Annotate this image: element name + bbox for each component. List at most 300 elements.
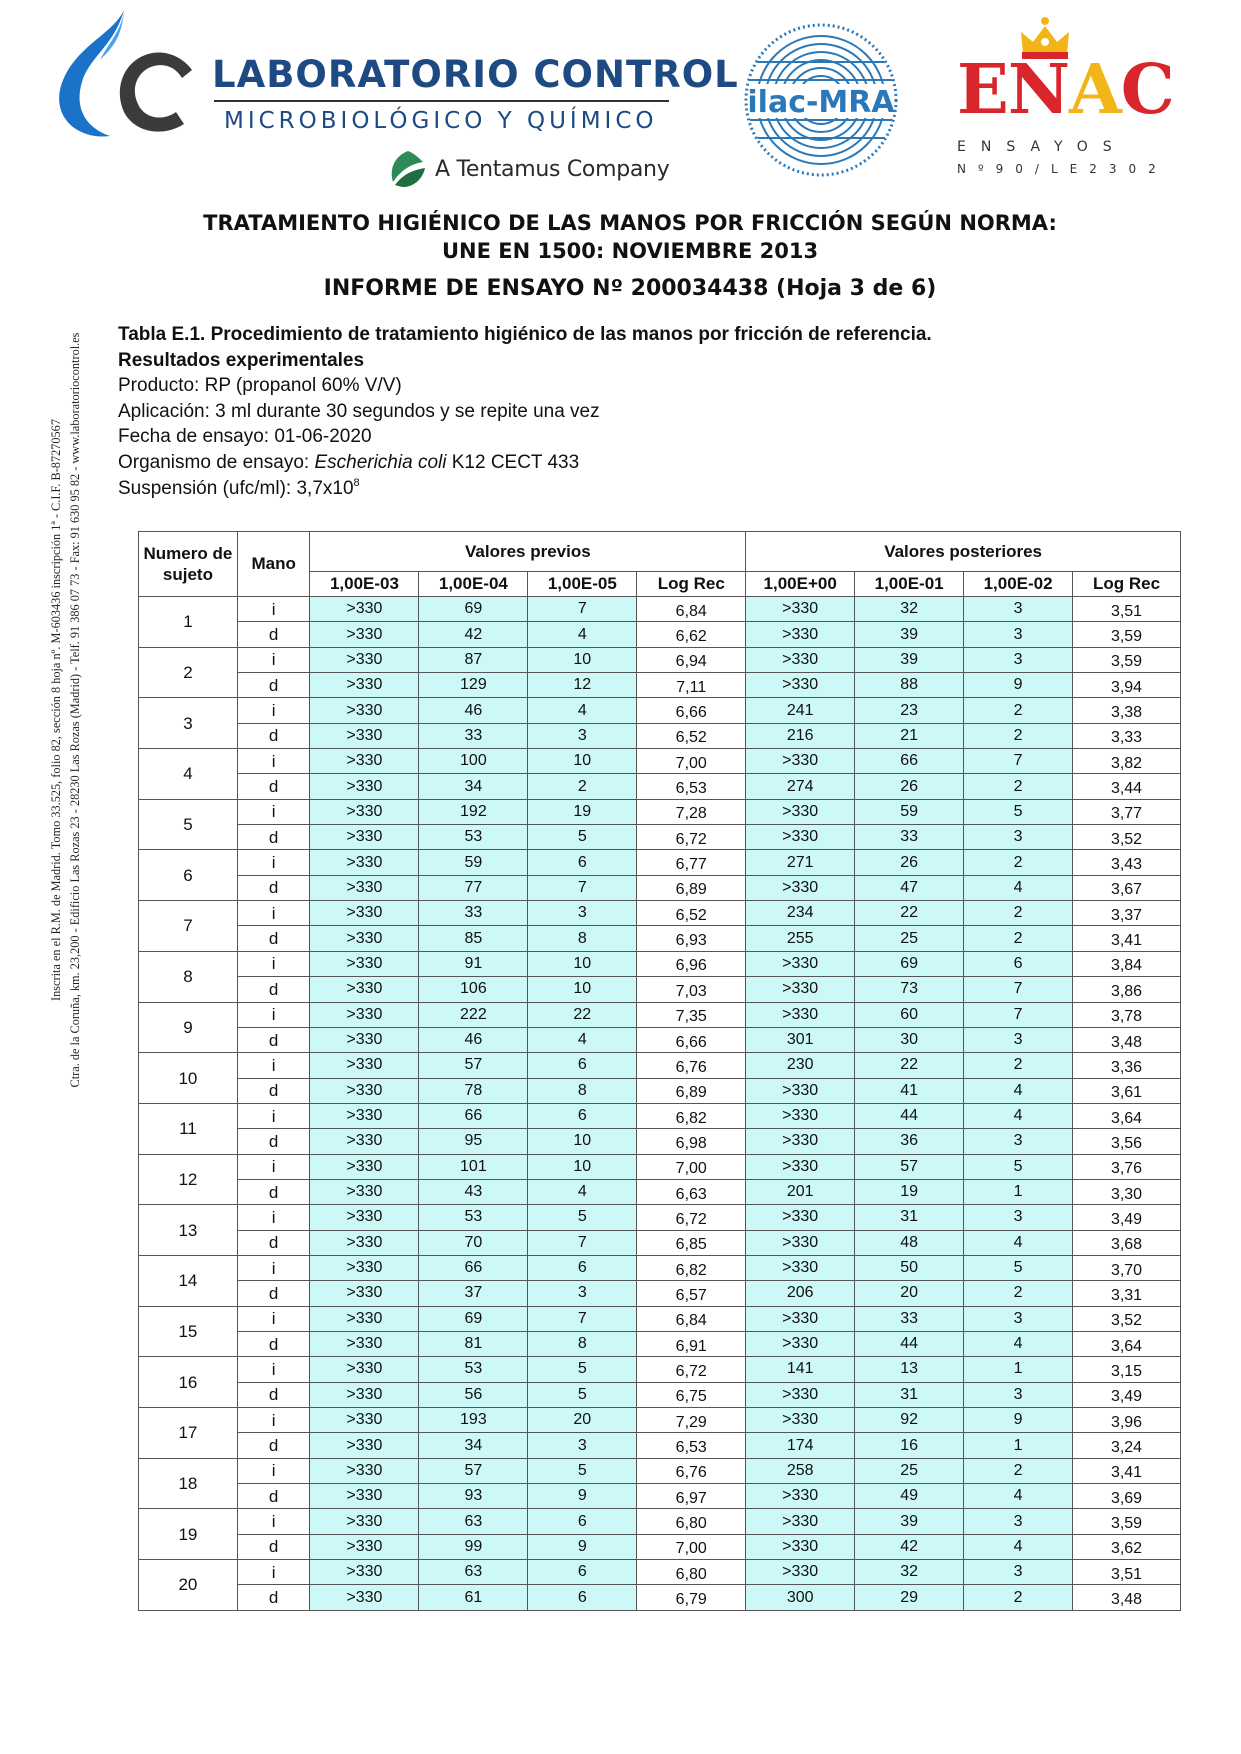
hand-cell: d <box>237 875 310 900</box>
table-row <box>139 698 1181 723</box>
table-row <box>139 1509 1181 1534</box>
results-table <box>138 531 1181 1611</box>
results-table-body <box>139 597 1181 1611</box>
prev-count-cell: 93 <box>419 1484 528 1509</box>
post-count-cell: 59 <box>855 799 964 824</box>
post-count-cell: 7 <box>964 977 1073 1002</box>
hand-cell: i <box>237 597 310 622</box>
prev-count-cell: >330 <box>310 1458 419 1483</box>
post-count-cell: 4 <box>964 1103 1073 1128</box>
prev-count-cell: 66 <box>419 1103 528 1128</box>
post-log-rec-cell: 3,56 <box>1073 1129 1181 1154</box>
post-count-cell: 274 <box>746 774 855 799</box>
post-count-cell: >330 <box>746 1255 855 1280</box>
post-count-cell: 3 <box>964 825 1073 850</box>
post-count-cell: 2 <box>964 1281 1073 1306</box>
tentamus-brand <box>387 148 669 190</box>
post-log-rec-cell: 3,64 <box>1073 1331 1181 1356</box>
prev-log-rec-cell: 6,80 <box>637 1509 746 1534</box>
prev-log-rec-cell: 6,89 <box>637 1078 746 1103</box>
prev-count-cell: >330 <box>310 1281 419 1306</box>
suspension-line: Suspensión (ufc/ml): $3,7x10^8$ <box>118 476 360 499</box>
prev-count-cell: 77 <box>419 875 528 900</box>
post-count-cell: 21 <box>855 723 964 748</box>
post-count-cell: 271 <box>746 850 855 875</box>
prev-count-cell: >330 <box>310 749 419 774</box>
prev-count-cell: 56 <box>419 1382 528 1407</box>
lab-subtitle: MICROBIOLÓGICO Y QUÍMICO <box>224 108 658 134</box>
post-log-rec-cell: 3,94 <box>1073 673 1181 698</box>
hand-cell: d <box>237 1484 310 1509</box>
hand-cell: d <box>237 673 310 698</box>
prev-log-rec-cell: 6,96 <box>637 951 746 976</box>
prev-count-cell: 8 <box>528 1078 637 1103</box>
post-count-cell: 29 <box>855 1585 964 1610</box>
prev-count-cell: 42 <box>419 622 528 647</box>
prev-count-cell: 6 <box>528 1509 637 1534</box>
post-count-cell: 42 <box>855 1534 964 1559</box>
table-row <box>139 1078 1181 1103</box>
prev-log-rec-cell: 6,80 <box>637 1560 746 1585</box>
prev-count-cell: 53 <box>419 1357 528 1382</box>
post-count-cell: >330 <box>746 1078 855 1103</box>
post-log-rec-cell: 3,41 <box>1073 926 1181 951</box>
post-log-rec-cell: 3,48 <box>1073 1027 1181 1052</box>
post-count-cell: 3 <box>964 1382 1073 1407</box>
prev-count-cell: 85 <box>419 926 528 951</box>
prev-count-cell: >330 <box>310 926 419 951</box>
prev-count-cell: >330 <box>310 850 419 875</box>
hand-cell: i <box>237 1154 310 1179</box>
prev-log-rec-cell: 6,94 <box>637 647 746 672</box>
table-row <box>139 1230 1181 1255</box>
prev-count-cell: >330 <box>310 1382 419 1407</box>
table-row <box>139 1585 1181 1610</box>
prev-count-cell: >330 <box>310 875 419 900</box>
table-row <box>139 926 1181 951</box>
post-count-cell: 25 <box>855 1458 964 1483</box>
prev-log-rec-cell: 7,35 <box>637 1002 746 1027</box>
hand-cell: i <box>237 901 310 926</box>
prev-count-cell: 69 <box>419 597 528 622</box>
prev-count-cell: 129 <box>419 673 528 698</box>
table-row <box>139 1331 1181 1356</box>
suspension-value: 3,7x10 <box>296 477 354 499</box>
prev-count-cell: >330 <box>310 1433 419 1458</box>
post-count-cell: 73 <box>855 977 964 1002</box>
post-log-rec-cell: 3,78 <box>1073 1002 1181 1027</box>
table-row <box>139 1027 1181 1052</box>
post-count-cell: 255 <box>746 926 855 951</box>
post-count-cell: >330 <box>746 1560 855 1585</box>
hand-cell: d <box>237 977 310 1002</box>
col-header-prev-log-rec: Log Rec <box>637 572 746 597</box>
prev-count-cell: 78 <box>419 1078 528 1103</box>
post-log-rec-cell: 3,86 <box>1073 977 1181 1002</box>
col-header-subject: Numero de sujeto <box>139 532 238 597</box>
table-row <box>139 1534 1181 1559</box>
post-count-cell: 32 <box>855 1560 964 1585</box>
post-log-rec-cell: 3,33 <box>1073 723 1181 748</box>
prev-count-cell: 192 <box>419 799 528 824</box>
hand-cell: i <box>237 698 310 723</box>
post-log-rec-cell: 3,69 <box>1073 1484 1181 1509</box>
prev-count-cell: 10 <box>528 1154 637 1179</box>
application-line: Aplicación: 3 ml durante 30 segundos y se repite una vez <box>118 400 600 422</box>
post-count-cell: >330 <box>746 799 855 824</box>
table-row <box>139 799 1181 824</box>
post-count-cell: 241 <box>746 698 855 723</box>
hand-cell: i <box>237 951 310 976</box>
post-log-rec-cell: 3,43 <box>1073 850 1181 875</box>
post-log-rec-cell: 3,24 <box>1073 1433 1181 1458</box>
subject-number: 12 <box>139 1154 238 1205</box>
hand-cell: i <box>237 1509 310 1534</box>
post-count-cell: 2 <box>964 1053 1073 1078</box>
prev-log-rec-cell: 6,72 <box>637 1357 746 1382</box>
table-row <box>139 673 1181 698</box>
prev-count-cell: 7 <box>528 597 637 622</box>
post-count-cell: 3 <box>964 1306 1073 1331</box>
col-header-post-dilution-2: 1,00E-01 <box>855 572 964 597</box>
hand-cell: d <box>237 926 310 951</box>
prev-count-cell: 81 <box>419 1331 528 1356</box>
lab-logo-rule <box>214 100 669 102</box>
post-count-cell: 3 <box>964 1027 1073 1052</box>
table-row <box>139 825 1181 850</box>
prev-log-rec-cell: 6,76 <box>637 1053 746 1078</box>
post-count-cell: 3 <box>964 647 1073 672</box>
prev-log-rec-cell: 6,98 <box>637 1129 746 1154</box>
prev-count-cell: 3 <box>528 901 637 926</box>
post-count-cell: 4 <box>964 1230 1073 1255</box>
prev-count-cell: 3 <box>528 1433 637 1458</box>
laboratorio-control-logo <box>52 8 739 193</box>
prev-log-rec-cell: 6,93 <box>637 926 746 951</box>
prev-count-cell: 19 <box>528 799 637 824</box>
table-row <box>139 1205 1181 1230</box>
post-log-rec-cell: 3,38 <box>1073 698 1181 723</box>
post-count-cell: 69 <box>855 951 964 976</box>
post-count-cell: 22 <box>855 1053 964 1078</box>
prev-count-cell: 63 <box>419 1509 528 1534</box>
post-count-cell: 6 <box>964 951 1073 976</box>
hand-cell: i <box>237 749 310 774</box>
post-log-rec-cell: 3,76 <box>1073 1154 1181 1179</box>
post-log-rec-cell: 3,52 <box>1073 1306 1181 1331</box>
post-count-cell: >330 <box>746 1509 855 1534</box>
post-count-cell: 49 <box>855 1484 964 1509</box>
post-count-cell: >330 <box>746 749 855 774</box>
side-text-line-1: Inscrita en el R.M. de Madrid. Tomo 33.525, folio 82, sección 8 hoja nº. M-603436 inscripción 1ª - C.I.F. B-87270567 <box>49 419 63 1002</box>
prev-log-rec-cell: 6,53 <box>637 774 746 799</box>
prev-count-cell: 106 <box>419 977 528 1002</box>
prev-count-cell: 4 <box>528 1027 637 1052</box>
prev-count-cell: 37 <box>419 1281 528 1306</box>
enac-ensayos: ENSAYOS <box>957 139 1127 155</box>
prev-count-cell: >330 <box>310 1179 419 1204</box>
post-log-rec-cell: 3,31 <box>1073 1281 1181 1306</box>
prev-count-cell: 33 <box>419 901 528 926</box>
post-log-rec-cell: 3,49 <box>1073 1382 1181 1407</box>
subject-number: 15 <box>139 1306 238 1357</box>
post-log-rec-cell: 3,30 <box>1073 1179 1181 1204</box>
prev-count-cell: >330 <box>310 1306 419 1331</box>
post-count-cell: 4 <box>964 1534 1073 1559</box>
prev-count-cell: 10 <box>528 1129 637 1154</box>
prev-count-cell: 8 <box>528 926 637 951</box>
post-count-cell: 33 <box>855 825 964 850</box>
post-count-cell: >330 <box>746 647 855 672</box>
prev-count-cell: >330 <box>310 597 419 622</box>
table-row <box>139 951 1181 976</box>
post-count-cell: 36 <box>855 1129 964 1154</box>
prev-log-rec-cell: 7,00 <box>637 749 746 774</box>
post-count-cell: 20 <box>855 1281 964 1306</box>
prev-count-cell: 10 <box>528 647 637 672</box>
col-header-post-log-rec: Log Rec <box>1073 572 1181 597</box>
col-header-post-dilution-1: 1,00E+00 <box>746 572 855 597</box>
post-log-rec-cell: 3,51 <box>1073 1560 1181 1585</box>
prev-count-cell: 57 <box>419 1053 528 1078</box>
col-header-post-dilution-3: 1,00E-02 <box>964 572 1073 597</box>
prev-count-cell: >330 <box>310 825 419 850</box>
prev-log-rec-cell: 7,28 <box>637 799 746 824</box>
post-count-cell: >330 <box>746 1534 855 1559</box>
post-count-cell: >330 <box>746 825 855 850</box>
prev-count-cell: 4 <box>528 1179 637 1204</box>
tentamus-leaf-icon <box>387 148 429 190</box>
prev-count-cell: 53 <box>419 825 528 850</box>
post-count-cell: 3 <box>964 1560 1073 1585</box>
hand-cell: d <box>237 1027 310 1052</box>
suspension-exponent: 8 <box>353 476 360 489</box>
post-count-cell: 33 <box>855 1306 964 1331</box>
hand-cell: d <box>237 622 310 647</box>
col-header-hand: Mano <box>237 532 310 597</box>
prev-count-cell: 59 <box>419 850 528 875</box>
table-row <box>139 1002 1181 1027</box>
post-count-cell: 66 <box>855 749 964 774</box>
prev-count-cell: 101 <box>419 1154 528 1179</box>
prev-count-cell: 95 <box>419 1129 528 1154</box>
prev-count-cell: >330 <box>310 1585 419 1610</box>
prev-count-cell: 10 <box>528 749 637 774</box>
test-metadata <box>118 322 932 501</box>
subject-number: 9 <box>139 1002 238 1053</box>
prev-log-rec-cell: 6,77 <box>637 850 746 875</box>
prev-count-cell: >330 <box>310 977 419 1002</box>
prev-count-cell: 6 <box>528 1255 637 1280</box>
prev-log-rec-cell: 6,52 <box>637 723 746 748</box>
post-log-rec-cell: 3,51 <box>1073 597 1181 622</box>
prev-count-cell: 61 <box>419 1585 528 1610</box>
prev-count-cell: >330 <box>310 1560 419 1585</box>
post-count-cell: 301 <box>746 1027 855 1052</box>
prev-log-rec-cell: 6,52 <box>637 901 746 926</box>
lab-c-drop-icon <box>52 8 202 148</box>
prev-log-rec-cell: 7,00 <box>637 1534 746 1559</box>
prev-count-cell: >330 <box>310 1027 419 1052</box>
standard-subtitle: UNE EN 1500: NOVIEMBRE 2013 <box>441 239 819 263</box>
prev-count-cell: 8 <box>528 1331 637 1356</box>
prev-log-rec-cell: 6,89 <box>637 875 746 900</box>
post-count-cell: 4 <box>964 1484 1073 1509</box>
prev-log-rec-cell: 6,84 <box>637 597 746 622</box>
prev-log-rec-cell: 6,72 <box>637 1205 746 1230</box>
prev-count-cell: 6 <box>528 1585 637 1610</box>
post-count-cell: 2 <box>964 850 1073 875</box>
prev-count-cell: >330 <box>310 1484 419 1509</box>
prev-count-cell: >330 <box>310 1331 419 1356</box>
table-row <box>139 1103 1181 1128</box>
prev-count-cell: >330 <box>310 1534 419 1559</box>
prev-count-cell: 222 <box>419 1002 528 1027</box>
hand-cell: i <box>237 1458 310 1483</box>
prev-count-cell: 46 <box>419 698 528 723</box>
prev-count-cell: >330 <box>310 622 419 647</box>
post-log-rec-cell: 3,61 <box>1073 1078 1181 1103</box>
hand-cell: i <box>237 1408 310 1433</box>
post-count-cell: 234 <box>746 901 855 926</box>
prev-count-cell: 91 <box>419 951 528 976</box>
hand-cell: i <box>237 1560 310 1585</box>
post-count-cell: 39 <box>855 647 964 672</box>
hand-cell: d <box>237 1534 310 1559</box>
table-row <box>139 1408 1181 1433</box>
tentamus-text: A Tentamus Company <box>435 156 670 182</box>
post-count-cell: 60 <box>855 1002 964 1027</box>
col-header-previous: Valores previos <box>310 532 746 572</box>
prev-count-cell: >330 <box>310 647 419 672</box>
prev-count-cell: 53 <box>419 1205 528 1230</box>
hand-cell: d <box>237 1179 310 1204</box>
post-count-cell: 206 <box>746 1281 855 1306</box>
post-count-cell: >330 <box>746 1331 855 1356</box>
post-count-cell: 48 <box>855 1230 964 1255</box>
post-count-cell: >330 <box>746 977 855 1002</box>
prev-log-rec-cell: 6,91 <box>637 1331 746 1356</box>
post-count-cell: 3 <box>964 1205 1073 1230</box>
post-count-cell: 26 <box>855 774 964 799</box>
prev-log-rec-cell: 6,53 <box>637 1433 746 1458</box>
side-text-line-2: Ctra. de la Coruña, km. 23,200 - Edificio Las Rozas 23 - 28230 Las Rozas (Madrid) - Telf. 91 386 07 73 - Fax: 91 630 95 82 - www.laboratoriocontrol.es <box>68 332 82 1088</box>
post-count-cell: >330 <box>746 875 855 900</box>
subject-number: 5 <box>139 799 238 850</box>
post-count-cell: >330 <box>746 1230 855 1255</box>
prev-log-rec-cell: 7,03 <box>637 977 746 1002</box>
enac-number: Nº90/LE2302 <box>957 162 1168 176</box>
organism-line: Organismo de ensayo: Escherichia coli K12 CECT 433 <box>118 451 580 473</box>
prev-count-cell: 99 <box>419 1534 528 1559</box>
subject-number: 13 <box>139 1205 238 1256</box>
subject-number: 1 <box>139 597 238 648</box>
post-count-cell: 300 <box>746 1585 855 1610</box>
prev-count-cell: >330 <box>310 1255 419 1280</box>
prev-count-cell: 43 <box>419 1179 528 1204</box>
prev-count-cell: >330 <box>310 1205 419 1230</box>
prev-count-cell: 46 <box>419 1027 528 1052</box>
post-count-cell: >330 <box>746 1408 855 1433</box>
table-row <box>139 597 1181 622</box>
prev-count-cell: 3 <box>528 723 637 748</box>
hand-cell: i <box>237 850 310 875</box>
hand-cell: d <box>237 1331 310 1356</box>
post-count-cell: 258 <box>746 1458 855 1483</box>
prev-count-cell: 57 <box>419 1458 528 1483</box>
prev-count-cell: 34 <box>419 1433 528 1458</box>
prev-count-cell: 7 <box>528 875 637 900</box>
table-row <box>139 850 1181 875</box>
subject-number: 6 <box>139 850 238 901</box>
post-count-cell: 25 <box>855 926 964 951</box>
post-log-rec-cell: 3,59 <box>1073 1509 1181 1534</box>
table-row <box>139 622 1181 647</box>
table-row <box>139 1255 1181 1280</box>
post-count-cell: 1 <box>964 1357 1073 1382</box>
post-count-cell: 3 <box>964 1509 1073 1534</box>
table-row <box>139 1560 1181 1585</box>
prev-count-cell: >330 <box>310 799 419 824</box>
post-count-cell: 2 <box>964 901 1073 926</box>
post-log-rec-cell: 3,62 <box>1073 1534 1181 1559</box>
prev-count-cell: >330 <box>310 1357 419 1382</box>
prev-count-cell: >330 <box>310 1002 419 1027</box>
prev-count-cell: >330 <box>310 698 419 723</box>
table-row <box>139 1357 1181 1382</box>
product-line: Producto: RP (propanol 60% V/V) <box>118 375 402 397</box>
post-count-cell: >330 <box>746 1103 855 1128</box>
table-row <box>139 1458 1181 1483</box>
hand-cell: d <box>237 825 310 850</box>
prev-log-rec-cell: 6,62 <box>637 622 746 647</box>
table-row <box>139 1484 1181 1509</box>
post-count-cell: 201 <box>746 1179 855 1204</box>
post-count-cell: 2 <box>964 1585 1073 1610</box>
prev-log-rec-cell: 6,72 <box>637 825 746 850</box>
post-count-cell: 13 <box>855 1357 964 1382</box>
post-count-cell: 50 <box>855 1255 964 1280</box>
subject-number: 8 <box>139 951 238 1002</box>
post-count-cell: >330 <box>746 622 855 647</box>
post-log-rec-cell: 3,15 <box>1073 1357 1181 1382</box>
post-count-cell: 31 <box>855 1205 964 1230</box>
post-count-cell: >330 <box>746 1306 855 1331</box>
prev-count-cell: 34 <box>419 774 528 799</box>
prev-count-cell: >330 <box>310 1154 419 1179</box>
post-count-cell: 2 <box>964 926 1073 951</box>
post-count-cell: 1 <box>964 1179 1073 1204</box>
hand-cell: i <box>237 1205 310 1230</box>
subject-number: 19 <box>139 1509 238 1560</box>
prev-count-cell: >330 <box>310 1053 419 1078</box>
table-row <box>139 647 1181 672</box>
post-count-cell: 3 <box>964 597 1073 622</box>
prev-count-cell: 87 <box>419 647 528 672</box>
hand-cell: i <box>237 1053 310 1078</box>
post-count-cell: 88 <box>855 673 964 698</box>
post-count-cell: 4 <box>964 1331 1073 1356</box>
prev-count-cell: 10 <box>528 977 637 1002</box>
post-log-rec-cell: 3,48 <box>1073 1585 1181 1610</box>
ilac-text: ilac-MRA <box>747 85 895 120</box>
hand-cell: i <box>237 647 310 672</box>
hand-cell: d <box>237 1129 310 1154</box>
prev-log-rec-cell: 6,84 <box>637 1306 746 1331</box>
post-count-cell: 41 <box>855 1078 964 1103</box>
post-log-rec-cell: 3,68 <box>1073 1230 1181 1255</box>
post-count-cell: >330 <box>746 597 855 622</box>
